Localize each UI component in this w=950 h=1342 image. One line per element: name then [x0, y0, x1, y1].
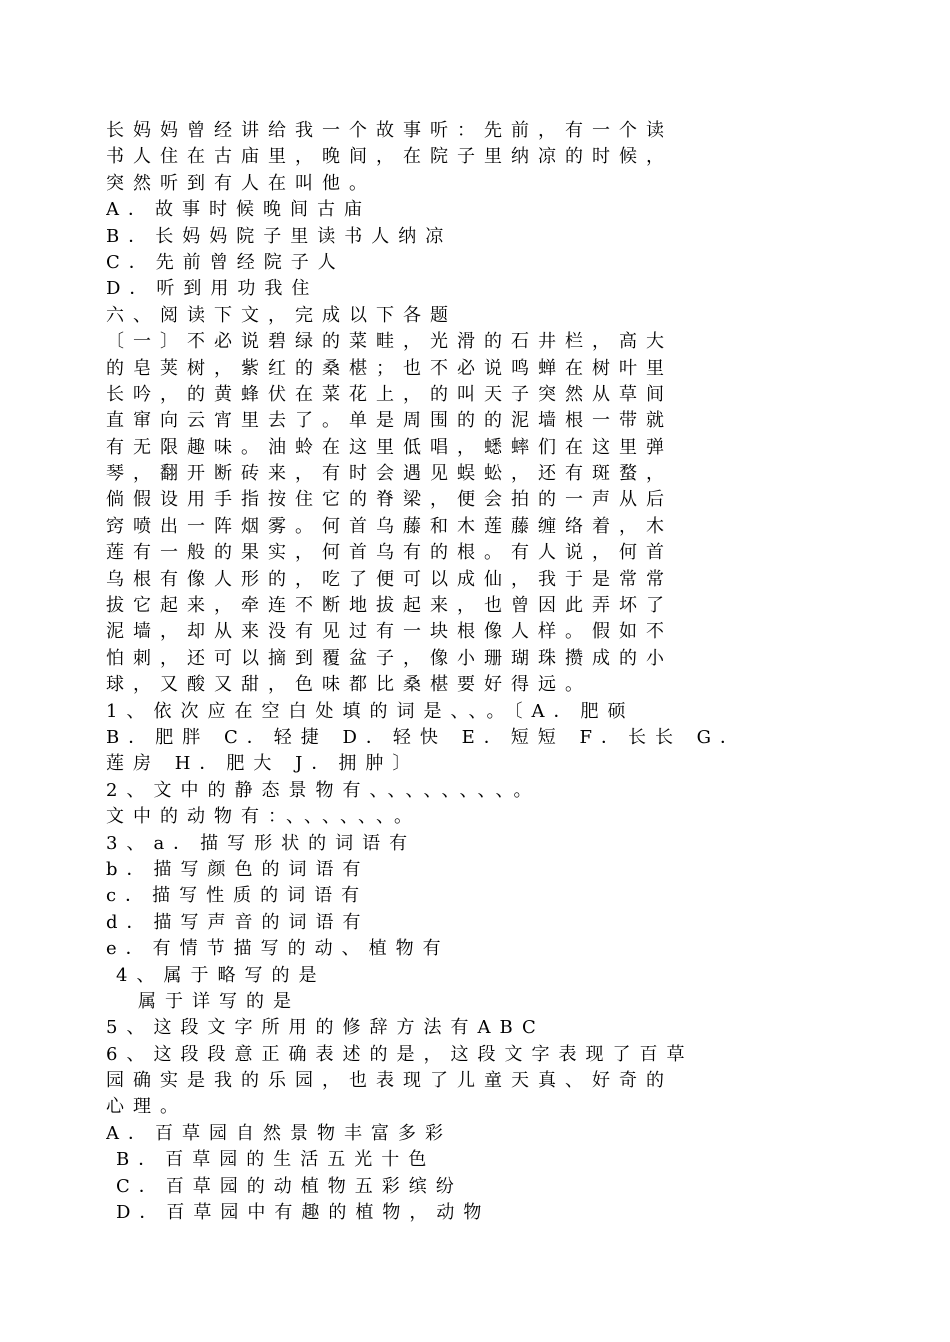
question-3d: d．描写声音的词语有: [106, 911, 370, 933]
document-page: [106, 118, 846, 1226]
reading-line-8: 窍喷出一阵烟雾。何首乌藤和木莲藤缠络着，木: [106, 515, 673, 537]
passage-line-3: 突然听到有人在叫他。: [106, 172, 376, 194]
reading-line-6: 琴，翻开断砖来，有时会遇见蜈蚣，还有斑蝥，: [106, 463, 673, 485]
question-6-end: 心理。: [106, 1096, 187, 1118]
question-4: 4、属于略写的是: [116, 964, 326, 986]
reading-line-1: 〔一〕不必说碧绿的菜畦，光滑的石井栏，高大: [106, 331, 673, 353]
passage-line-1: 长妈妈曾经讲给我一个故事听：先前，有一个读: [106, 120, 673, 141]
question-3c: c．描写性质的词语有: [106, 885, 369, 907]
reading-line-4: 直窜向云宵里去了。单是周围的的泥墙根一带就: [106, 410, 673, 432]
section-heading: 六、阅读下文，完成以下各题: [106, 304, 457, 326]
option-a: A．故事时候晚间古庙: [106, 199, 371, 221]
question-2-animals: 文中的动物有：、、、、、、。: [106, 806, 421, 828]
reading-line-12: 泥墙，却从来没有见过有一块根像人样。假如不: [106, 621, 673, 643]
question-1: 1、依次应在空白处填的词是、、。〔A．肥硕: [106, 700, 635, 722]
question-3a: 3、a．描写形状的词语有: [106, 832, 417, 854]
question-5: 5、这段文字所用的修辞方法有ABC: [106, 1017, 545, 1039]
reading-line-2: 的皂荚树，紫红的桑椹；也不必说鸣蝉在树叶里: [106, 357, 673, 379]
question-1-options: B．肥胖 C．轻捷 D．轻快 E．短短 F．长长 G．: [106, 726, 748, 748]
option-c: C．先前曾经院子人: [106, 251, 345, 273]
reading-line-10: 乌根有像人形的，吃了便可以成仙，我于是常常: [106, 568, 673, 590]
option-b: B．长妈妈院子里读书人纳凉: [106, 225, 453, 247]
option-d: D．听到用功我住: [106, 278, 319, 300]
question-3b: b．描写颜色的词语有: [106, 858, 370, 880]
question-1-options-cont: 莲房 H．肥大 J．拥肿〕: [106, 753, 420, 775]
passage-line-2: 书人住在古庙里，晚间，在院子里纳凉的时候，: [106, 146, 673, 168]
reading-line-9: 莲有一般的果实，何首乌有的根。有人说，何首: [106, 542, 673, 564]
reading-line-11: 拔它起来，牵连不断地拔起来，也曾因此弄坏了: [106, 595, 673, 617]
answer-option-c: C．百草园的动植物五彩缤纷: [116, 1175, 463, 1197]
question-6-cont: 园确实是我的乐园，也表现了儿童天真、好奇的: [106, 1070, 673, 1092]
answer-option-b: B．百草园的生活五光十色: [116, 1149, 436, 1171]
answer-option-d: D．百草园中有趣的植物，动物: [116, 1202, 491, 1224]
question-2: 2、文中的静态景物有、、、、、、、、。: [106, 779, 541, 801]
reading-line-5: 有无限趣味。油蛉在这里低唱，蟋蟀们在这里弹: [106, 436, 673, 458]
question-4-detail: 属于详写的是: [138, 990, 300, 1012]
answer-option-a: A．百草园自然景物丰富多彩: [106, 1122, 452, 1144]
question-3e: e．有情节描写的动、植物有: [106, 938, 450, 960]
reading-line-14: 球，又酸又甜，色味都比桑椹要好得远。: [106, 674, 592, 696]
reading-line-13: 怕刺，还可以摘到覆盆子，像小珊瑚珠攒成的小: [106, 647, 673, 669]
reading-line-7: 倘假设用手指按住它的脊梁，便会拍的一声从后: [106, 489, 673, 511]
question-6: 6、这段段意正确表述的是，这段文字表现了百草: [106, 1043, 694, 1065]
reading-line-3: 长吟，的黄蜂伏在菜花上，的叫天子突然从草间: [106, 383, 673, 405]
